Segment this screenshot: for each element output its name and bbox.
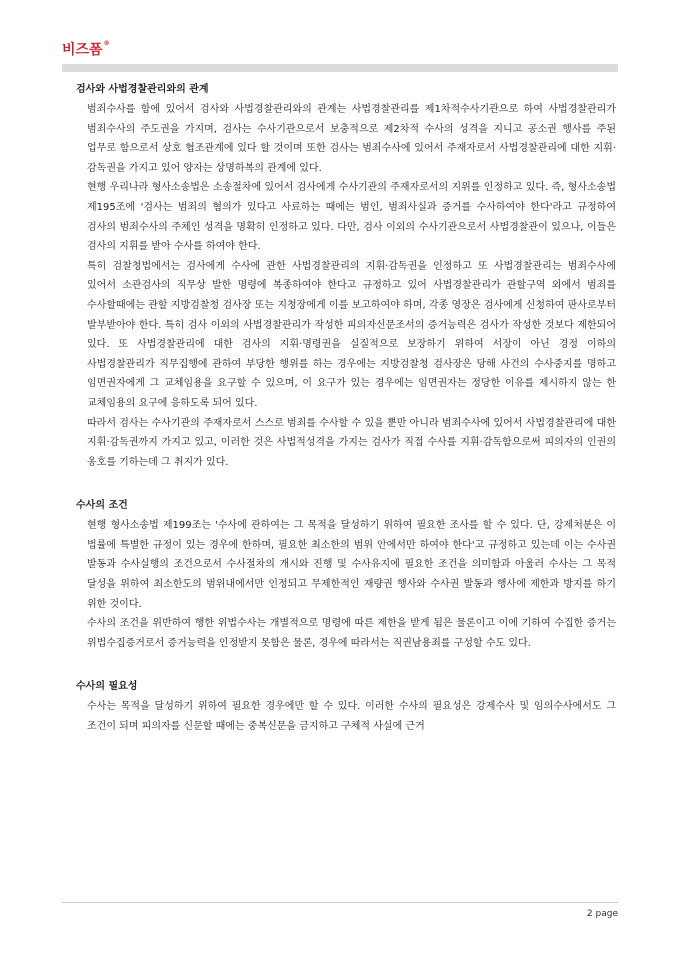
page-number: 2 page bbox=[586, 909, 618, 919]
registered-mark: ® bbox=[103, 40, 110, 47]
paragraph: 따라서 검사는 수사기관의 주재자로서 스스로 범죄를 수사할 수 있을 뿐만 아니라 범죄수사에 있어서 사법경찰관리에 대한 지휘·감독권까지 가지고 있고, 이러한 것은 사법적성격을 가지는 검사가 직접 수사를 지휘·감독함으로써 피의자의 인권의 옹호를 기하는데 그 취지가 있다. bbox=[87, 417, 616, 468]
paragraph: 특히 검찰청법에서는 검사에게 수사에 관한 사법경찰관리의 지휘·감독권을 인정하고 또 사법경찰관리는 범죄수사에 있어서 소관검사의 직무상 발한 명령에 복종하여야 한다고 규정하고 있어 사법경찰관리가 관할구역 외에서 범죄를 수사할때에는 관할 지방검찰청 검사장 또는 지청장에게 이를 보고하여야 하며, 각종 영장은 검사에게 신청하여 판사로부터 발부받아야 한다. 특히 검사 이외의 사법경찰관리가 작성한 피의자신문조서의 증거능력은 검사가 작성한 것보다 제한되어 있다. 또 사법경찰관리에 대한 검사의 지휘·명령권을 실질적으로 보장하기 위하여 서장이 아닌 경정 이하의 사법경찰관리가 직무집행에 관하여 부당한 행위를 하는 경우에는 지방검찰청 검사장은 당해 사건의 수사중지를 명하고 임면권자에게 그 교체임용을 요구할 수 있으며, 이 요구가 있는 경우에는 임면권자는 정당한 이유를 제시하지 않는 한 교체임용의 요구에 응하도록 되어 있다. bbox=[87, 260, 616, 409]
section-heading-prosecutor-police-relation: 검사와 사법경찰관리와의 관계 bbox=[76, 84, 209, 95]
paragraph: 범죄수사를 함에 있어서 검사와 사법경찰관리와의 관계는 사법경찰관리를 제1차적수사기관으로 하여 사법경찰관리가 범죄수사의 주도권을 가지며, 검사는 수사기관으로서 보충적으로 제2차적 수사의 성격을 지니고 공소권 행사를 주된 업무로 함으로서 상호 협조관계에 있다 할 것이며 또한 검사는 범죄수사에 있어서 주재자로서 사법경찰관리에 대한 지휘·감독권을 가지고 있어 양자는 상명하복의 관계에 있다. bbox=[87, 104, 616, 174]
bizform-logo bbox=[62, 39, 109, 59]
section-heading-investigation-conditions: 수사의 조건 bbox=[76, 500, 128, 512]
paragraph: 수사는 목적을 달성하기 위하여 필요한 경우에만 할 수 있다. 이러한 수사의 필요성은 강제수사 및 임의수사에서도 그 조건이 되며 피의자를 신문할 때에는 중복신문을 금지하고 구체적 사실에 근거 bbox=[87, 701, 616, 733]
paragraph: 현행 형사소송법 제199조는 '수사에 관하여는 그 목적을 달성하기 위하여 필요한 조사를 할 수 있다. 단, 강제처분은 이 법률에 특별한 규정이 있는 경우에 한하며, 필요한 최소한의 범위 안에서만 하여야 한다'고 규정하고 있는데 이는 수사권 발동과 수사실행의 조건으로서 수사절차의 개시와 진행 및 수사유지에 필요한 조건을 의미함과 아울러 수사는 그 목적 달성을 위하여 최소한도의 범위내에서만 인정되고 무제한적인 재량권 행사와 수사권 발동과 행사에 제한과 방지를 하기 위한 것이다. bbox=[87, 520, 616, 610]
paragraph: 수사의 조건을 위반하여 행한 위법수사는 개별적으로 명령에 따른 제한을 받게 됨은 물론이고 이에 기하여 수집한 증거는 위법수집증거로서 증거능력을 인정받지 못함은 물론, 경우에 따라서는 직권남용죄를 구성할 수도 있다. bbox=[87, 618, 616, 649]
section-spacer bbox=[62, 653, 618, 677]
section-heading-investigation-necessity: 수사의 필요성 bbox=[76, 681, 138, 693]
paragraph: 현행 우리나라 형사소송법은 소송절차에 있어서 검사에게 수사기관의 주재자로서의 지위를 인정하고 있다. 즉, 형사소송법 제195조에 '검사는 범죄의 혐의가 있다고 사료하는 때에는 범인, 범죄사실과 증거를 수사하여야 한다'라고 규정하여 검사의 범죄수사의 주체인 성격을 명확히 인정하고 있다. 다만, 검사 이외의 수사기관으로서 사법경찰관이 있으나, 이들은 검사의 지휘를 받아 수사를 하여야 한다. bbox=[87, 182, 616, 253]
footer-divider bbox=[62, 902, 618, 903]
logo-text: 비즈폼 bbox=[62, 42, 103, 58]
header-bar bbox=[62, 64, 618, 72]
section-spacer bbox=[62, 472, 618, 496]
document-body bbox=[62, 80, 618, 737]
